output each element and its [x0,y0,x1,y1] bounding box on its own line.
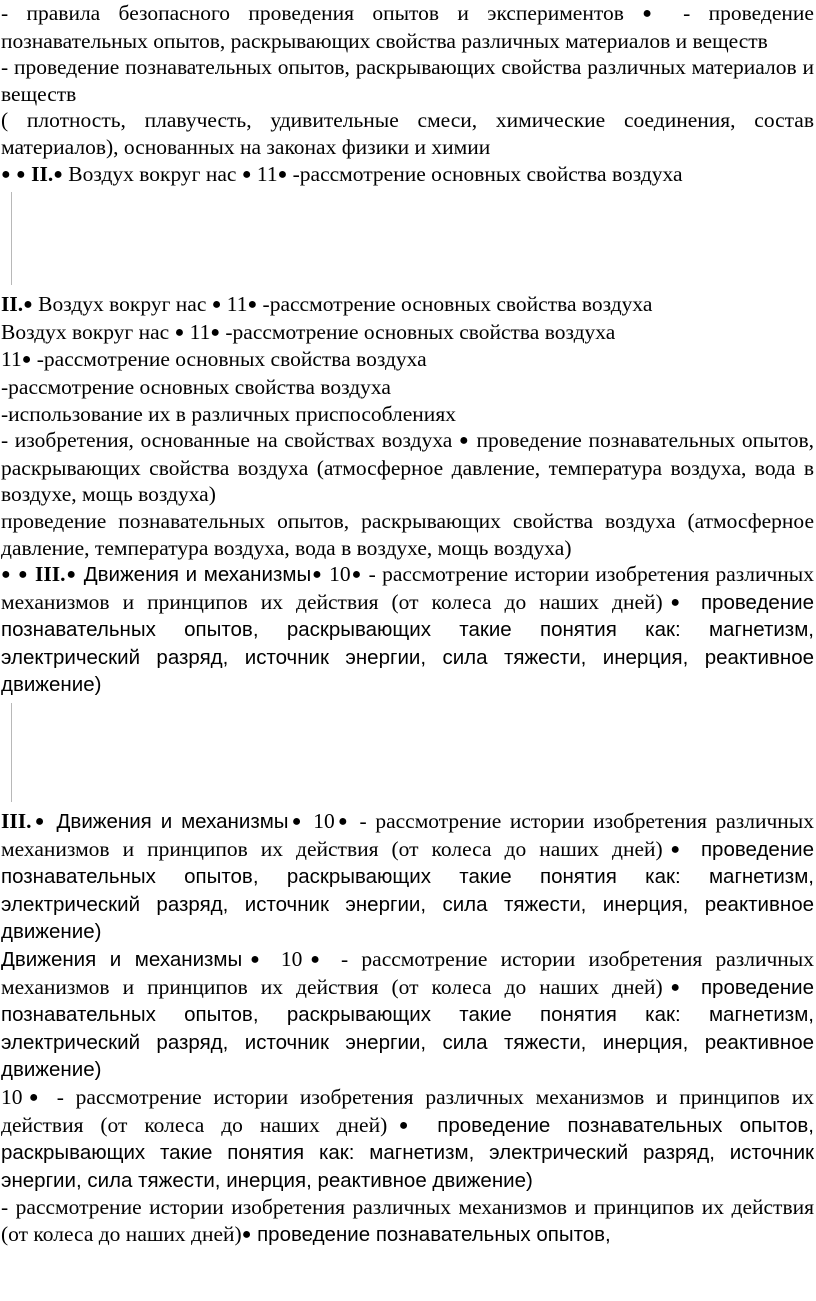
text-run: Воздух вокруг нас [1,319,175,344]
text-run: 10 [322,562,351,587]
paragraph [1,319,814,347]
text-run: 10 [304,809,335,834]
bullet-icon: ● [241,1225,252,1243]
text-run: Воздух вокруг нас [62,161,242,186]
paragraph [1,161,814,189]
text-run: проведение познавательных опытов, раскрывающих такие понятия как: магнетизм, электрический разряд, источник энергии, сила тяжести, инерция, реактивное движение) [1,590,814,697]
text-run: -рассмотрение основных свойства воздуха [1,374,391,399]
text-run: -рассмотрение основных свойства воздуха [31,347,427,372]
paragraph [1,1084,814,1194]
bullet-icon: ● [174,323,185,341]
bullet-icon: ● [21,351,32,369]
text-run: -использование их в различных приспособлениях [1,401,456,426]
paragraph [1,0,814,54]
page-gap [1,699,814,808]
margin-rule [11,703,12,802]
text-run: ( плотность, плавучесть, удивительные смеси, химические соединения, состав материалов), основанных на законах физики и химии [1,108,814,159]
paragraph [1,346,814,374]
text-run: Движения и механизмы [77,563,312,587]
text-run: Движения и механизмы [1,948,243,972]
bullet-icon: ● [458,432,470,450]
bullet-icon: ● [1,165,11,183]
bullet-icon: ● [662,978,688,996]
bullet-icon: ● [22,1089,45,1106]
paragraph [1,1194,814,1248]
bullet-icon: ● [247,296,258,314]
text-run: Движения и механизмы [47,810,289,834]
text-run: проведение познавательных опытов, [251,1222,611,1246]
text-run: проведение познавательных опытов, раскрывающих такие понятия как: магнетизм, электрический разряд, источник энергии, сила тяжести, инерция, реактивное движение) [1,837,814,944]
bullet-icon: ● [302,951,328,969]
bullet-icon: ● [334,813,351,831]
bullet-icon: ● [241,165,252,183]
bullet-icon: ● [16,165,26,183]
text-run: III. [34,562,66,587]
bullet-icon: ● [31,813,48,831]
margin-rule [11,192,12,285]
bullet-icon: ● [311,566,323,584]
paragraph [1,54,814,107]
paragraph [1,401,814,428]
bullet-icon: ● [642,5,665,22]
text-run: II. [31,161,54,186]
document-page [1,0,814,1249]
page-gap [1,188,814,291]
paragraph [1,427,814,508]
text-run: III. [1,809,32,834]
text-run: - изобретения, основанные на свойствах воздуха [1,428,459,453]
bullet-icon: ● [211,296,222,314]
text-run: 10 [1,1085,23,1109]
paragraph [1,107,814,160]
text-run: - рассмотрение истории изобретения различных механизмов и принципов их действия (от колеса до наших дней) [1,562,814,614]
text-run: -рассмотрение основных свойства воздуха [287,161,683,186]
paragraph [1,291,814,319]
text-run: -рассмотрение основных свойства воздуха [220,319,616,344]
text-run: 10 [267,947,303,972]
text-run: -рассмотрение основных свойства воздуха [257,292,653,317]
text-run: 11 [184,319,211,344]
bullet-icon: ● [277,165,288,183]
bullet-icon: ● [387,1116,421,1134]
text-run: - рассмотрение истории изобретения различных механизмов и принципов их действия (от колеса до наших дней) [1,1195,814,1246]
bullet-icon: ● [1,566,12,584]
bullet-icon: ● [288,813,305,831]
paragraph [1,561,814,699]
paragraph [1,508,814,561]
text-run: проведение познавательных опытов, раскрывающих такие понятия как: магнетизм, электрический разряд, источник энергии, сила тяжести, инерция, реактивное движение) [1,975,814,1082]
text-run: проведение познавательных опытов, раскрывающих свойства воздуха (атмосферное давление, температура воздуха, вода в воздухе, мощь воздуха) [1,428,814,507]
text-run: - проведение познавательных опытов, раскрывающих свойства различных материалов и веществ [1,1,814,53]
text-run: 11 [1,347,22,372]
text-run: - рассмотрение истории изобретения различных механизмов и принципов их действия (от колеса до наших дней) [1,947,814,999]
paragraph [1,808,814,946]
text-run: 11 [221,292,248,317]
text-run: - проведение познавательных опытов, раскрывающих свойства различных материалов и веществ [1,55,814,106]
text-run: - рассмотрение истории изобретения различных механизмов и принципов их действия (от колеса до наших дней) [1,809,814,861]
bullet-icon: ● [662,593,688,611]
bullet-icon: ● [350,566,363,584]
bullet-icon: ● [210,323,221,341]
text-run: проведение познавательных опытов, раскрывающих такие понятия как: магнетизм, электрический разряд, источник энергии, сила тяжести, инерция, реактивное движение) [1,1113,814,1192]
text-run: - рассмотрение истории изобретения различных механизмов и принципов их действия (от колеса до наших дней) [1,1085,814,1137]
text-run: проведение познавательных опытов, раскрывающих свойства воздуха (атмосферное давление, температура воздуха, вода в воздухе, мощь воздуха) [1,508,814,560]
bullet-icon: ● [242,951,268,969]
paragraph [1,374,814,401]
bullet-icon: ● [17,566,29,584]
text-run: 11 [251,161,278,186]
bullet-icon: ● [53,165,63,183]
text-run: - правила безопасного проведения опытов и экспериментов [1,1,643,25]
bullet-icon: ● [662,840,688,858]
bullet-icon: ● [65,566,78,584]
bullet-icon: ● [23,296,33,314]
paragraph [1,946,814,1084]
text-run: II. [1,292,24,317]
text-run: Воздух вокруг нас [32,292,212,317]
